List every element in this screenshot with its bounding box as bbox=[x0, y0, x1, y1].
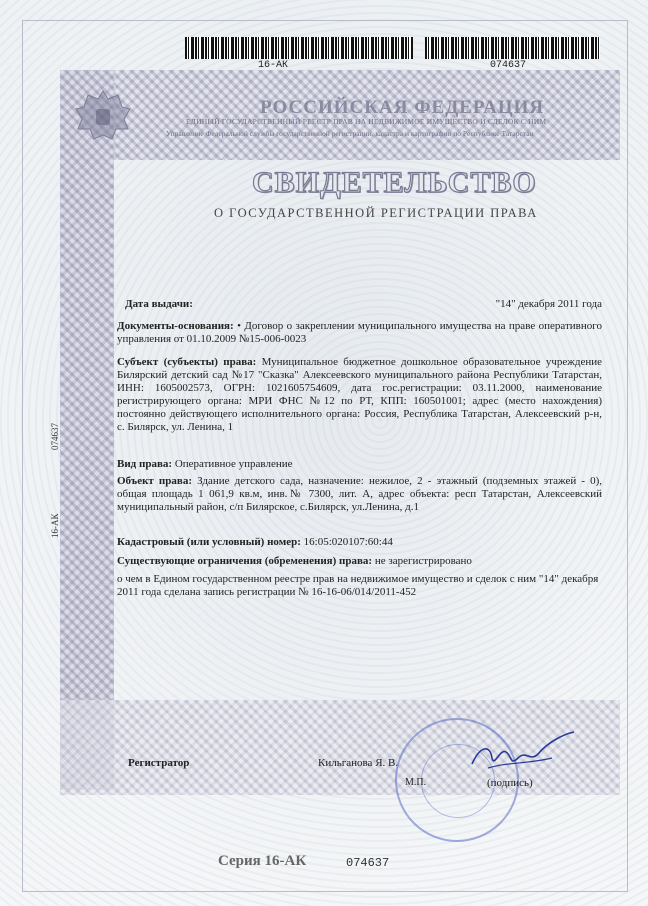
basis-value: • Договор о закреплении муниципального имущества на праве оперативного управления от 01.10.2009 №15-006-0023 bbox=[117, 320, 602, 345]
barcode-left bbox=[185, 37, 413, 59]
registrar-name: Кильганова Я. В. bbox=[318, 757, 399, 769]
document-subtitle: О ГОСУДАРСТВЕННОЙ РЕГИСТРАЦИИ ПРАВА bbox=[214, 206, 538, 220]
footer-number: 074637 bbox=[346, 856, 390, 870]
barcode-right-text: 074637 bbox=[490, 60, 527, 71]
coat-of-arms-icon bbox=[74, 85, 132, 149]
authority-title: Управление Федеральной службы государственной регистрации, кадастра и картографии по Республике Татарстан bbox=[166, 129, 534, 138]
right-type-row bbox=[117, 458, 602, 471]
right-type-value: Оперативное управление bbox=[174, 458, 293, 470]
registry-note: о чем в Едином государственном реестре прав на недвижимое имущество и сделок с ним "14" декабря 2011 года сделана запись регистрации № 16-16-06/014/2011-452 bbox=[117, 573, 599, 598]
issue-date-row bbox=[125, 298, 602, 312]
restrictions-label: Существующие ограничения (обременения) права: bbox=[117, 555, 373, 567]
stamp-label: М.П. bbox=[405, 777, 427, 788]
object-value: Здание детского сада, назначение: нежилое, 2 - этажный (подземных этажей - 0), общая площадь 1 061,9 кв.м, инв.№ 7300, лит. А, адрес объекта: респ Татарстан, Алексеевский муниципальный район, с/п Билярское, с.Билярск, ул.Ленина, д.1 bbox=[117, 475, 603, 513]
right-type-label: Вид права: bbox=[117, 458, 173, 470]
country-title: РОССИЙСКАЯ ФЕДЕРАЦИЯ bbox=[260, 97, 545, 118]
object-row bbox=[117, 475, 602, 514]
handwritten-signature bbox=[468, 728, 578, 776]
barcode-right bbox=[425, 37, 600, 59]
registry-title: ЕДИНЫЙ ГОСУДАРСТВЕННЫЙ РЕЕСТР ПРАВ НА НЕДВИЖИМОЕ ИМУЩЕСТВО И СДЕЛОК С НИМ bbox=[186, 117, 547, 126]
cadastral-label: Кадастровый (или условный) номер: bbox=[117, 536, 301, 548]
footer-series: Серия 16-АК bbox=[218, 853, 307, 869]
issue-date-value: "14" декабря 2011 года bbox=[495, 298, 602, 310]
document-title: СВИДЕТЕЛЬСТВО bbox=[252, 166, 537, 199]
side-number: 074637 bbox=[50, 423, 60, 450]
issue-date-label: Дата выдачи: bbox=[125, 298, 193, 310]
cadastral-row bbox=[117, 536, 602, 549]
sign-label: (подпись) bbox=[487, 777, 533, 789]
restrictions-row bbox=[117, 555, 602, 568]
object-label: Объект права: bbox=[117, 475, 192, 487]
basis-row bbox=[117, 320, 602, 346]
subject-label: Субъект (субъекты) права: bbox=[117, 356, 257, 368]
guilloche-left-band bbox=[60, 70, 114, 790]
registrar-label: Регистратор bbox=[128, 757, 190, 769]
basis-label: Документы-основания: bbox=[117, 320, 234, 332]
barcode-left-text: 16-АК bbox=[258, 60, 289, 71]
subject-row bbox=[117, 356, 602, 434]
cadastral-value: 16:05:020107:60:44 bbox=[303, 536, 393, 548]
certificate-body bbox=[117, 298, 602, 599]
restrictions-value: не зарегистрировано bbox=[374, 555, 472, 567]
side-series: 16-АК bbox=[50, 513, 60, 538]
subject-value: Муниципальное бюджетное дошкольное образовательное учреждение Билярский детский сад №17 "Сказка" Алексеевского муниципального района Республики Татарстан, ИНН: 1605002573, ОГРН: 1021605754609, дата гос.регистрации: 03.11.2000, наименование регистрирующего органа: МРИ ФНС №12 по РТ, КПП: 160501001; адрес (место нахождения) постоянно действующего исполнительного органа: Россия, Республика Татарстан, Алексеевский р-н, с. Билярск, ул. Ленина, 1 bbox=[117, 356, 602, 433]
